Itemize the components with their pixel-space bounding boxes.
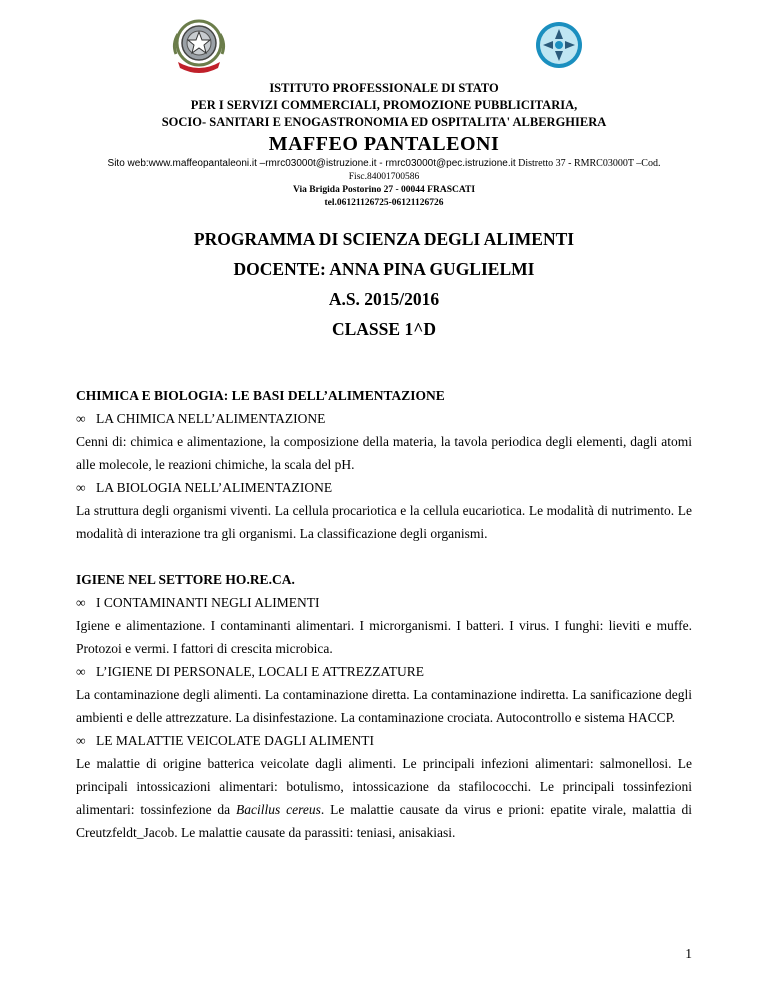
bullet-icon: ∞ — [76, 664, 86, 679]
topic-description: Igiene e alimentazione. I contaminanti alimentari. I microrganismi. I batteri. I virus. I funghi: lieviti e muffe. Protozoi e vermi. I fattori di crescita microbica. — [76, 618, 692, 656]
page-number: 1 — [685, 946, 692, 961]
topic-description: La contaminazione degli alimenti. La contaminazione diretta. La contaminazione indiretta. La sanificazione degli ambienti e delle attrezzature. La disinfestazione. La contaminazione crociata. Autocontrollo e sistema HACCP. — [76, 687, 692, 725]
teacher-name: DOCENTE: ANNA PINA GUGLIELMI — [233, 259, 535, 279]
contact-line — [0, 157, 768, 171]
school-address: Via Brigida Postorino 27 - 00044 FRASCATI — [292, 185, 476, 195]
italian-republic-emblem-icon — [168, 14, 230, 76]
school-name: MAFFEO PANTALEONI — [268, 133, 500, 155]
section-heading: CHIMICA E BIOLOGIA: LE BASI DELL’ALIMENTAZIONE — [76, 388, 445, 403]
fiscal-code: Fisc.84001700586 — [348, 172, 420, 182]
school-year: A.S. 2015/2016 — [328, 289, 440, 309]
topic-title: ∞ LE MALATTIE VEICOLATE DAGLI ALIMENTI — [76, 729, 692, 752]
program-title: PROGRAMMA DI SCIENZA DEGLI ALIMENTI — [193, 229, 575, 249]
bullet-icon: ∞ — [76, 480, 86, 495]
bullet-icon: ∞ — [76, 733, 86, 748]
topic-title: ∞ I CONTAMINANTI NEGLI ALIMENTI — [76, 591, 692, 614]
topic-title: ∞ L’IGIENE DI PERSONALE, LOCALI E ATTREZZATURE — [76, 660, 692, 683]
contact-district: Distretto 37 - RMRC03000T –Cod. — [515, 158, 661, 169]
topic-description: Le malattie di origine batterica veicolate dagli alimenti. Le principali infezioni alimentari: salmonellosi. Le principali intossicazioni alimentari: botulismo, intossicazione da stafilococchi. Le principali tossinfezioni alimentari: tossinfezione da Bacillus cereus. Le malattie causate da virus e prioni: epatite virale, malattia di Creutzfeldt_Jacob. Le malattie causate da parassiti: teniasi, anisakiasi. — [76, 756, 692, 840]
school-logo-icon — [534, 20, 584, 70]
header-line-sectors: SOCIO- SANITARI E ENOGASTRONOMIA ED OSPITALITA' ALBERGHIERA — [161, 115, 607, 129]
topic-description: Cenni di: chimica e alimentazione, la composizione della materia, la tavola periodica degli elementi, dagli atomi alle molecole, le reazioni chimiche, la scala del pH. — [76, 434, 692, 472]
topic-title: ∞ LA CHIMICA NELL’ALIMENTAZIONE — [76, 407, 692, 430]
class-name: CLASSE 1^D — [331, 319, 437, 339]
bullet-icon: ∞ — [76, 595, 86, 610]
bullet-icon: ∞ — [76, 411, 86, 426]
document-title — [0, 224, 768, 344]
italic-species-name: Bacillus cereus — [236, 802, 321, 817]
section-heading: IGIENE NEL SETTORE HO.RE.CA. — [76, 572, 295, 587]
program-content — [76, 384, 692, 844]
header-line-services: PER I SERVIZI COMMERCIALI, PROMOZIONE PUBBLICITARIA, — [190, 98, 578, 112]
topic-description: La struttura degli organismi viventi. La cellula procariotica e la cellula eucariotica. Le modalità di nutrimento. Le modalità di interazione tra gli organismi. La classificazione degli organismi. — [76, 503, 692, 541]
header-line-institute: ISTITUTO PROFESSIONALE DI STATO — [269, 81, 499, 95]
school-header — [0, 80, 768, 210]
school-phone: tel.06121126725-06121126726 — [324, 198, 444, 208]
topic-title: ∞ LA BIOLOGIA NELL’ALIMENTAZIONE — [76, 476, 692, 499]
contact-web: Sito web:www.maffeopantaleoni.it –rmrc03000t@istruzione.it - rmrc03000t@pec.istruzione.it — [107, 158, 516, 169]
